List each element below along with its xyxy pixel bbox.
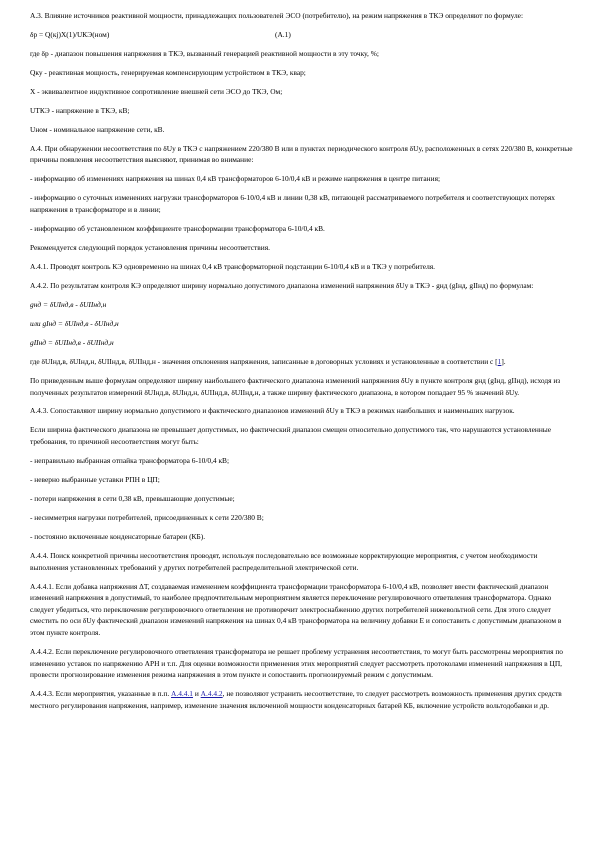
definition-delta-r: где δр - диапазон повышения напряжения в ТКЭ, вызванный генерацией реактивной мощности в эту точку, %; — [30, 48, 379, 58]
paragraph-a4: А.4. При обнаружении несоответствия по δUу в ТКЭ с напряжением 220/380 В или в пунктах периодического контроля δUу, расположенных в сетях 220/380 В, конкретные причины появления несоответствия выясняют, принимая во внимание: — [30, 143, 573, 165]
formula-a1-expression: δр = Q(кj)Х(1)/UКЭ(ном) — [30, 29, 110, 39]
definition-u-nom: Uном - номинальное напряжение сети, кВ. — [30, 124, 165, 134]
cause-load-asymmetry: - несимметрия нагрузки потребителей, присоединенных к сети 220/380 В; — [30, 513, 264, 522]
link-a4-4-2[interactable]: А.4.4.2 — [200, 689, 223, 699]
reference-link-1[interactable]: 1 — [497, 356, 502, 366]
paragraph-a4-4-1: А.4.4.1. Если добавка напряжения ΔТ, создаваемая изменением коэффициента трансформации трансформатора 6-10/0,4 кВ, позволяет ввести фактический диапазон изменений напряжения в допустимый, то наиболее предпочтительным мероприятием является переключение регулировочного ответвления трансформатора. Однако следует убедиться, что переключение регулировочного ответвления не противоречит электроснабжению других потребителей нижевольтной сети. Для этого следует сместить по оси δUу фактический диапазон изменений напряжения на шинах 0,4 кВ трансформатора на величину добавки E и сопоставить с допустимым диапазоном в этом пункте контроля. — [30, 581, 562, 637]
definition-u-tke: UТКЭ - напряжение в ТКЭ, кВ; — [30, 105, 130, 115]
bullet-load-info: - информацию о суточных изменениях нагрузки трансформаторов 6-10/0,4 кВ и линии 0,38 кВ, питающей рассматриваемого потребителя и соответствующих потерях напряжения в трансформаторе и в линии; — [30, 193, 555, 215]
bullet-voltage-info: - информацию об изменениях напряжения на шинах 0,4 кВ трансформаторов 6-10/0,4 кВ и режиме напряжения в центре питания; — [30, 174, 441, 184]
paragraph-a4-4-3: А.4.4.3. Если мероприятия, указанные в п.п. А.4.4.1 и А.4.4.2, не позволяют устранить несоответствие, то следует рассмотреть возможность применения других средств местного регулирования напряжения, например, изменение значения включенной мощности конденсаторных батарей КБ, включение устройств вольтодобавки и др. — [30, 689, 562, 710]
bullet-ratio-info: - информацию об установленном коэффициенте трансформации трансформатора 6-10/0,4 кВ. — [30, 224, 325, 234]
formula-g-nd: gнд = δUIнд,в - δUIIнд,н — [30, 299, 107, 309]
paragraph-a4-3: А.4.3. Сопоставляют ширину нормально допустимого и фактического диапазонов изменений δUу в ТКЭ в режимах наибольших и наименьших нагрузок. — [30, 406, 515, 416]
paragraph-a3: А.3. Влияние источников реактивной мощности, принадлежащих пользователей ЭСО (потребителю), на режим напряжения в ТКЭ определяют по формуле: — [30, 11, 524, 20]
cause-voltage-losses: - потери напряжения в сети 0,38 кВ, превышающие допустимые; — [30, 494, 235, 504]
formula-a1-number: (А.1) — [275, 29, 291, 39]
formula-a1 — [30, 29, 575, 41]
paragraph-a4-1: А.4.1. Проводят контроль КЭ одновременно на шинах 0,4 кВ трансформаторной подстанции 6-10/0,4 кВ и в ТКЭ у потребителя. — [30, 262, 436, 271]
paragraph-range-shift-causes: Если ширина фактического диапазона не превышает допустимых, но фактический диапазон смещен относительно допустимого так, что нарушаются установленные требования, то причиной несоответствия могут быть: — [30, 425, 552, 447]
paragraph-a4-2: А.4.2. По результатам контроля КЭ определяют ширину нормально допустимого диапазона изменений напряжения δUу в ТКЭ - gнд (gIнд, gIIнд) по формулам: — [30, 280, 534, 290]
paragraph-a4-4: А.4.4. Поиск конкретной причины несоответствия проводят, используя последовательно все возможные корректирующие мероприятия, с учетом необходимости выполнения установленных требований у других потребителей распределительной электрической сети. — [30, 550, 538, 572]
cause-tap-setting: - неправильно выбранная отпайка трансформатора 6-10/0,4 кВ; — [30, 456, 230, 466]
formula-g-ii-nd: gIIнд = δUIIнд,в - δUIIнд,н — [30, 337, 114, 347]
document-body — [30, 10, 575, 719]
paragraph-actual-range: По приведенным выше формулам определяют ширину наибольшего фактического диапазона изменений напряжения δUу в пункте контроля gнд (gIнд, gIIнд), исходя из полученных результатов измерений δUIнд,в, δUIнд,н, δUIIнд,в, δUIIнд,н, а также ширину фактического диапазона, в котором попадает 95 % значений δUу. — [30, 375, 561, 397]
link-a4-4-1[interactable]: А.4.4.1 — [171, 689, 193, 699]
formula-g-i-nd: или gIнд = δUIнд,в - δUIнд,н — [30, 318, 119, 328]
cause-capacitor-banks: - постоянно включенные конденсаторные батареи (КБ). — [30, 531, 206, 541]
definition-x: Х - эквивалентное индуктивное сопротивление внешней сети ЭСО до ТКЭ, Ом; — [30, 86, 283, 96]
definition-q-ku: Qку - реактивная мощность, генерируемая компенсирующим устройством в ТКЭ, квар; — [30, 67, 306, 77]
paragraph-where-deviation-values: где δUIнд,в, δUIнд,н, δUIIнд,в, δUIIнд,н - значения отклонения напряжения, записанные в договорных условиях и установленные в соответствии с [1]. — [30, 356, 506, 366]
cause-oltc-settings: - неверно выбранные уставки РПН в ЦП; — [30, 475, 160, 485]
paragraph-a4-4-2: А.4.4.2. Если переключение регулировочного ответвления трансформатора не решает проблему устранения несоответствия, то могут быть рассмотрены мероприятия по изменению уставок по напряжению АРН и т.п. Для оценки возможности применения этих мероприятий следует рассмотреть протоколами изменений напряжения в ЦП, провести прогнозирование изменения режима напряжения в этом пункте и сопоставить прогнозируемый режим с допустимым. — [30, 646, 563, 680]
paragraph-recommended-order: Рекомендуется следующий порядок установления причины несоответствия. — [30, 243, 270, 253]
